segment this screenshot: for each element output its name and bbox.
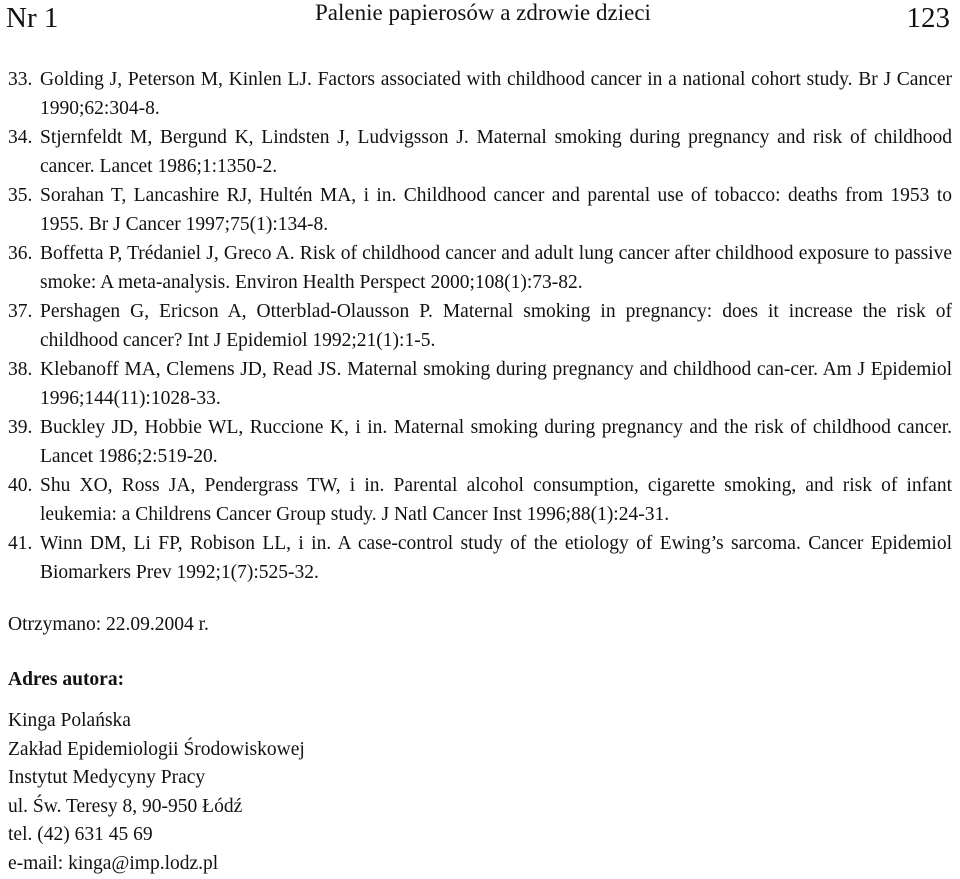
reference-item [8, 471, 952, 529]
author-address [8, 707, 305, 878]
reference-list [8, 65, 952, 587]
reference-text: Klebanoff MA, Clemens JD, Read JS. Maternal smoking during pregnancy and childhood can-cer. Am J Epidemiol 1996;144(11):1028-33. [40, 359, 952, 409]
reference-item [8, 413, 952, 471]
reference-number: 39. [8, 417, 33, 438]
received-date: Otrzymano: 22.09.2004 r. [8, 614, 209, 635]
reference-text: Boffetta P, Trédaniel J, Greco A. Risk of childhood cancer and adult lung cancer after childhood exposure to passive smoke: A meta-analysis. Environ Health Perspect 2000;108(1):73-82. [40, 243, 952, 293]
reference-number: 33. [8, 69, 33, 90]
running-title: Palenie papierosów a zdrowie dzieci [315, 0, 651, 25]
reference-item [8, 239, 952, 297]
reference-text: Pershagen G, Ericson A, Otterblad-Olausson P. Maternal smoking in pregnancy: does it increase the risk of childhood cancer? Int J Epidemiol 1992;21(1):1-5. [40, 301, 952, 351]
author-address-heading: Adres autora: [8, 669, 125, 690]
author-institute: Instytut Medycyny Pracy [8, 767, 206, 788]
reference-item [8, 355, 952, 413]
reference-item [8, 65, 952, 123]
reference-number: 38. [8, 359, 33, 380]
reference-text: Sorahan T, Lancashire RJ, Hultén MA, i in. Childhood cancer and parental use of tobacco: deaths from 1953 to 1955. Br J Cancer 1997;75(1):134-8. [40, 185, 952, 235]
issue-number: Nr 1 [6, 2, 59, 34]
reference-text: Buckley JD, Hobbie WL, Ruccione K, i in. Maternal smoking during pregnancy and the risk of childhood cancer. Lancet 1986;2:519-20. [40, 417, 952, 467]
reference-text: Shu XO, Ross JA, Pendergrass TW, i in. Parental alcohol consumption, cigarette smoking, and risk of infant leukemia: a Childrens Cancer Group study. J Natl Cancer Inst 1996;88(1):24-31. [40, 475, 952, 525]
reference-item [8, 529, 952, 587]
reference-number: 37. [8, 301, 33, 322]
reference-number: 41. [8, 533, 33, 554]
author-email[interactable]: e-mail: kinga@imp.lodz.pl [8, 852, 219, 874]
reference-item [8, 297, 952, 355]
page-number: 123 [906, 2, 950, 34]
author-name: Kinga Polańska [8, 710, 131, 731]
author-phone: tel. (42) 631 45 69 [8, 824, 153, 845]
reference-number: 36. [8, 243, 33, 264]
reference-text: Golding J, Peterson M, Kinlen LJ. Factors associated with childhood cancer in a national cohort study. Br J Cancer 1990;62:304-8. [40, 69, 952, 119]
reference-item [8, 123, 952, 181]
author-department: Zakład Epidemiologii Środowiskowej [8, 738, 305, 760]
reference-text: Winn DM, Li FP, Robison LL, i in. A case-control study of the etiology of Ewing’s sarcoma. Cancer Epidemiol Biomarkers Prev 1992;1(7):525-32. [40, 533, 952, 583]
reference-number: 34. [8, 127, 33, 148]
author-street-address: ul. Św. Teresy 8, 90-950 Łódź [8, 795, 243, 817]
reference-item [8, 181, 952, 239]
reference-number: 40. [8, 475, 33, 496]
reference-number: 35. [8, 185, 33, 206]
reference-text: Stjernfeldt M, Bergund K, Lindsten J, Ludvigsson J. Maternal smoking during pregnancy and risk of childhood cancer. Lancet 1986;1:1350-2. [40, 127, 952, 177]
